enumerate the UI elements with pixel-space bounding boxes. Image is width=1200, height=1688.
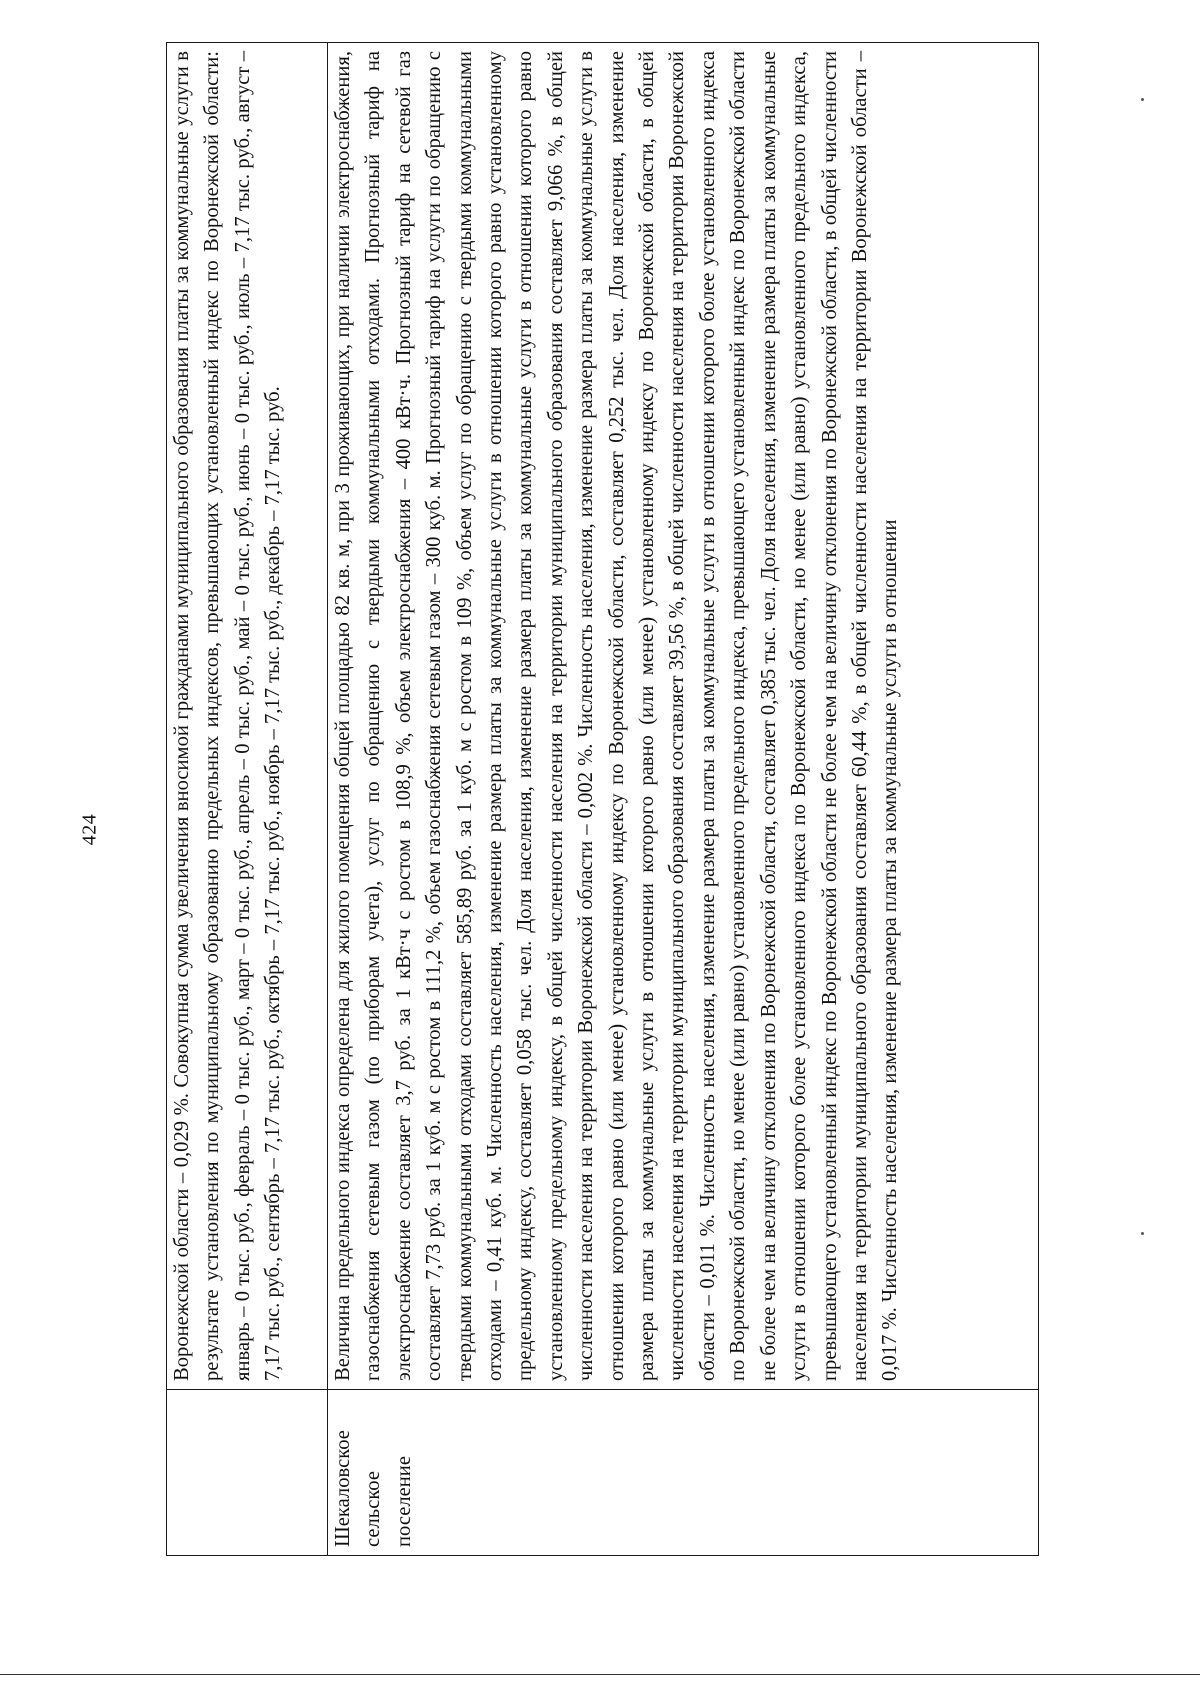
scan-dot-mark bbox=[1141, 1232, 1144, 1235]
municipality-name-cell bbox=[167, 1390, 328, 1556]
page-bottom-rule bbox=[0, 1674, 1200, 1675]
scan-dot-mark bbox=[1141, 98, 1144, 101]
description-cell: Воронежской области – 0,029 %. Совокупная сумма увеличения вносимой гражданами муниципального образования платы за коммунальные услуги в результате установления по муниципальному образованию предельных индексов, превышающих установленный индекс по Воронежской области: январь – 0 тыс. руб., февраль – 0 тыс. руб., март – 0 тыс. руб., апрель – 0 тыс. руб., май – 0 тыс. руб., июнь – 0 тыс. руб., июль – 7,17 тыс. руб., август – 7,17 тыс. руб., сентябрь – 7,17 тыс. руб., октябрь – 7,17 тыс. руб., ноябрь – 7,17 тыс. руб., декабрь – 7,17 тыс. руб. bbox=[167, 43, 328, 1390]
table-row bbox=[167, 43, 328, 1556]
index-table bbox=[166, 42, 1039, 1556]
description-cell: Величина предельного индекса определена для жилого помещения общей площадью 82 кв. м, при 3 проживающих, при наличии электроснабжения, газоснабжения сетевым газом (по приборам учета), услуг по обращению с твердыми коммунальными отходами. Прогнозный тариф на электроснабжение составляет 3,7 руб. за 1 кВт·ч с ростом в 108,9 %, объем электроснабжения – 400 кВт·ч. Прогнозный тариф на сетевой газ составляет 7,73 руб. за 1 куб. м с ростом в 111,2 %, объем газоснабжения сетевым газом – 300 куб. м. Прогнозный тариф на услуги по обращению с твердыми коммунальными отходами составляет 585,89 руб. за 1 куб. м с ростом в 109 %, объем услуг по обращению с твердыми коммунальными отходами – 0,41 куб. м. Численность населения, изменение размера платы за коммунальные услуги в отношении которого равно установленному предельному индексу, составляет 0,058 тыс. чел. Доля населения, изменение размера платы за коммунальные услуги в отношении которого равно установленному предельному индексу, в общей численности населения на территории муниципального образования составляет 9,066 %, в общей численности населения на территории Воронежской области – 0,002 %. Численность населения, изменение размера платы за коммунальные услуги в отношении которого равно (или менее) установленному индексу по Воронежской области, составляет 0,252 тыс. чел. Доля населения, изменение размера платы за коммунальные услуги в отношении которого равно (или менее) установленному индексу по Воронежской области, в общей численности населения на территории муниципального образования составляет 39,56 %, в общей численности населения на территории Воронежской области – 0,011 %. Численность населения, изменение размера платы за коммунальные услуги в отношении которого более установленного индекса по Воронежской области, но менее (или равно) установленного предельного индекса, превышающего установленный индекс по Воронежской области не более чем на величину отклонения по Воронежской области, составляет 0,385 тыс. чел. Доля населения, изменение размера платы за коммунальные услуги в отношении которого более установленного индекса по Воронежской области, но менее (или равно) установленного предельного индекса, превышающего установленный индекс по Воронежской области не более чем на величину отклонения по Воронежской области, в общей численности населения на территории муниципального образования составляет 60,44 %, в общей численности населения на территории Воронежской области – 0,017 %. Численность населения, изменение размера платы за коммунальные услуги в отношении bbox=[328, 43, 1039, 1390]
rotated-table-container bbox=[166, 42, 1038, 1556]
table-row bbox=[328, 43, 1039, 1556]
municipality-name-cell: Шекаловское сельское поселение bbox=[328, 1390, 1039, 1556]
page-number: 424 bbox=[78, 813, 101, 846]
